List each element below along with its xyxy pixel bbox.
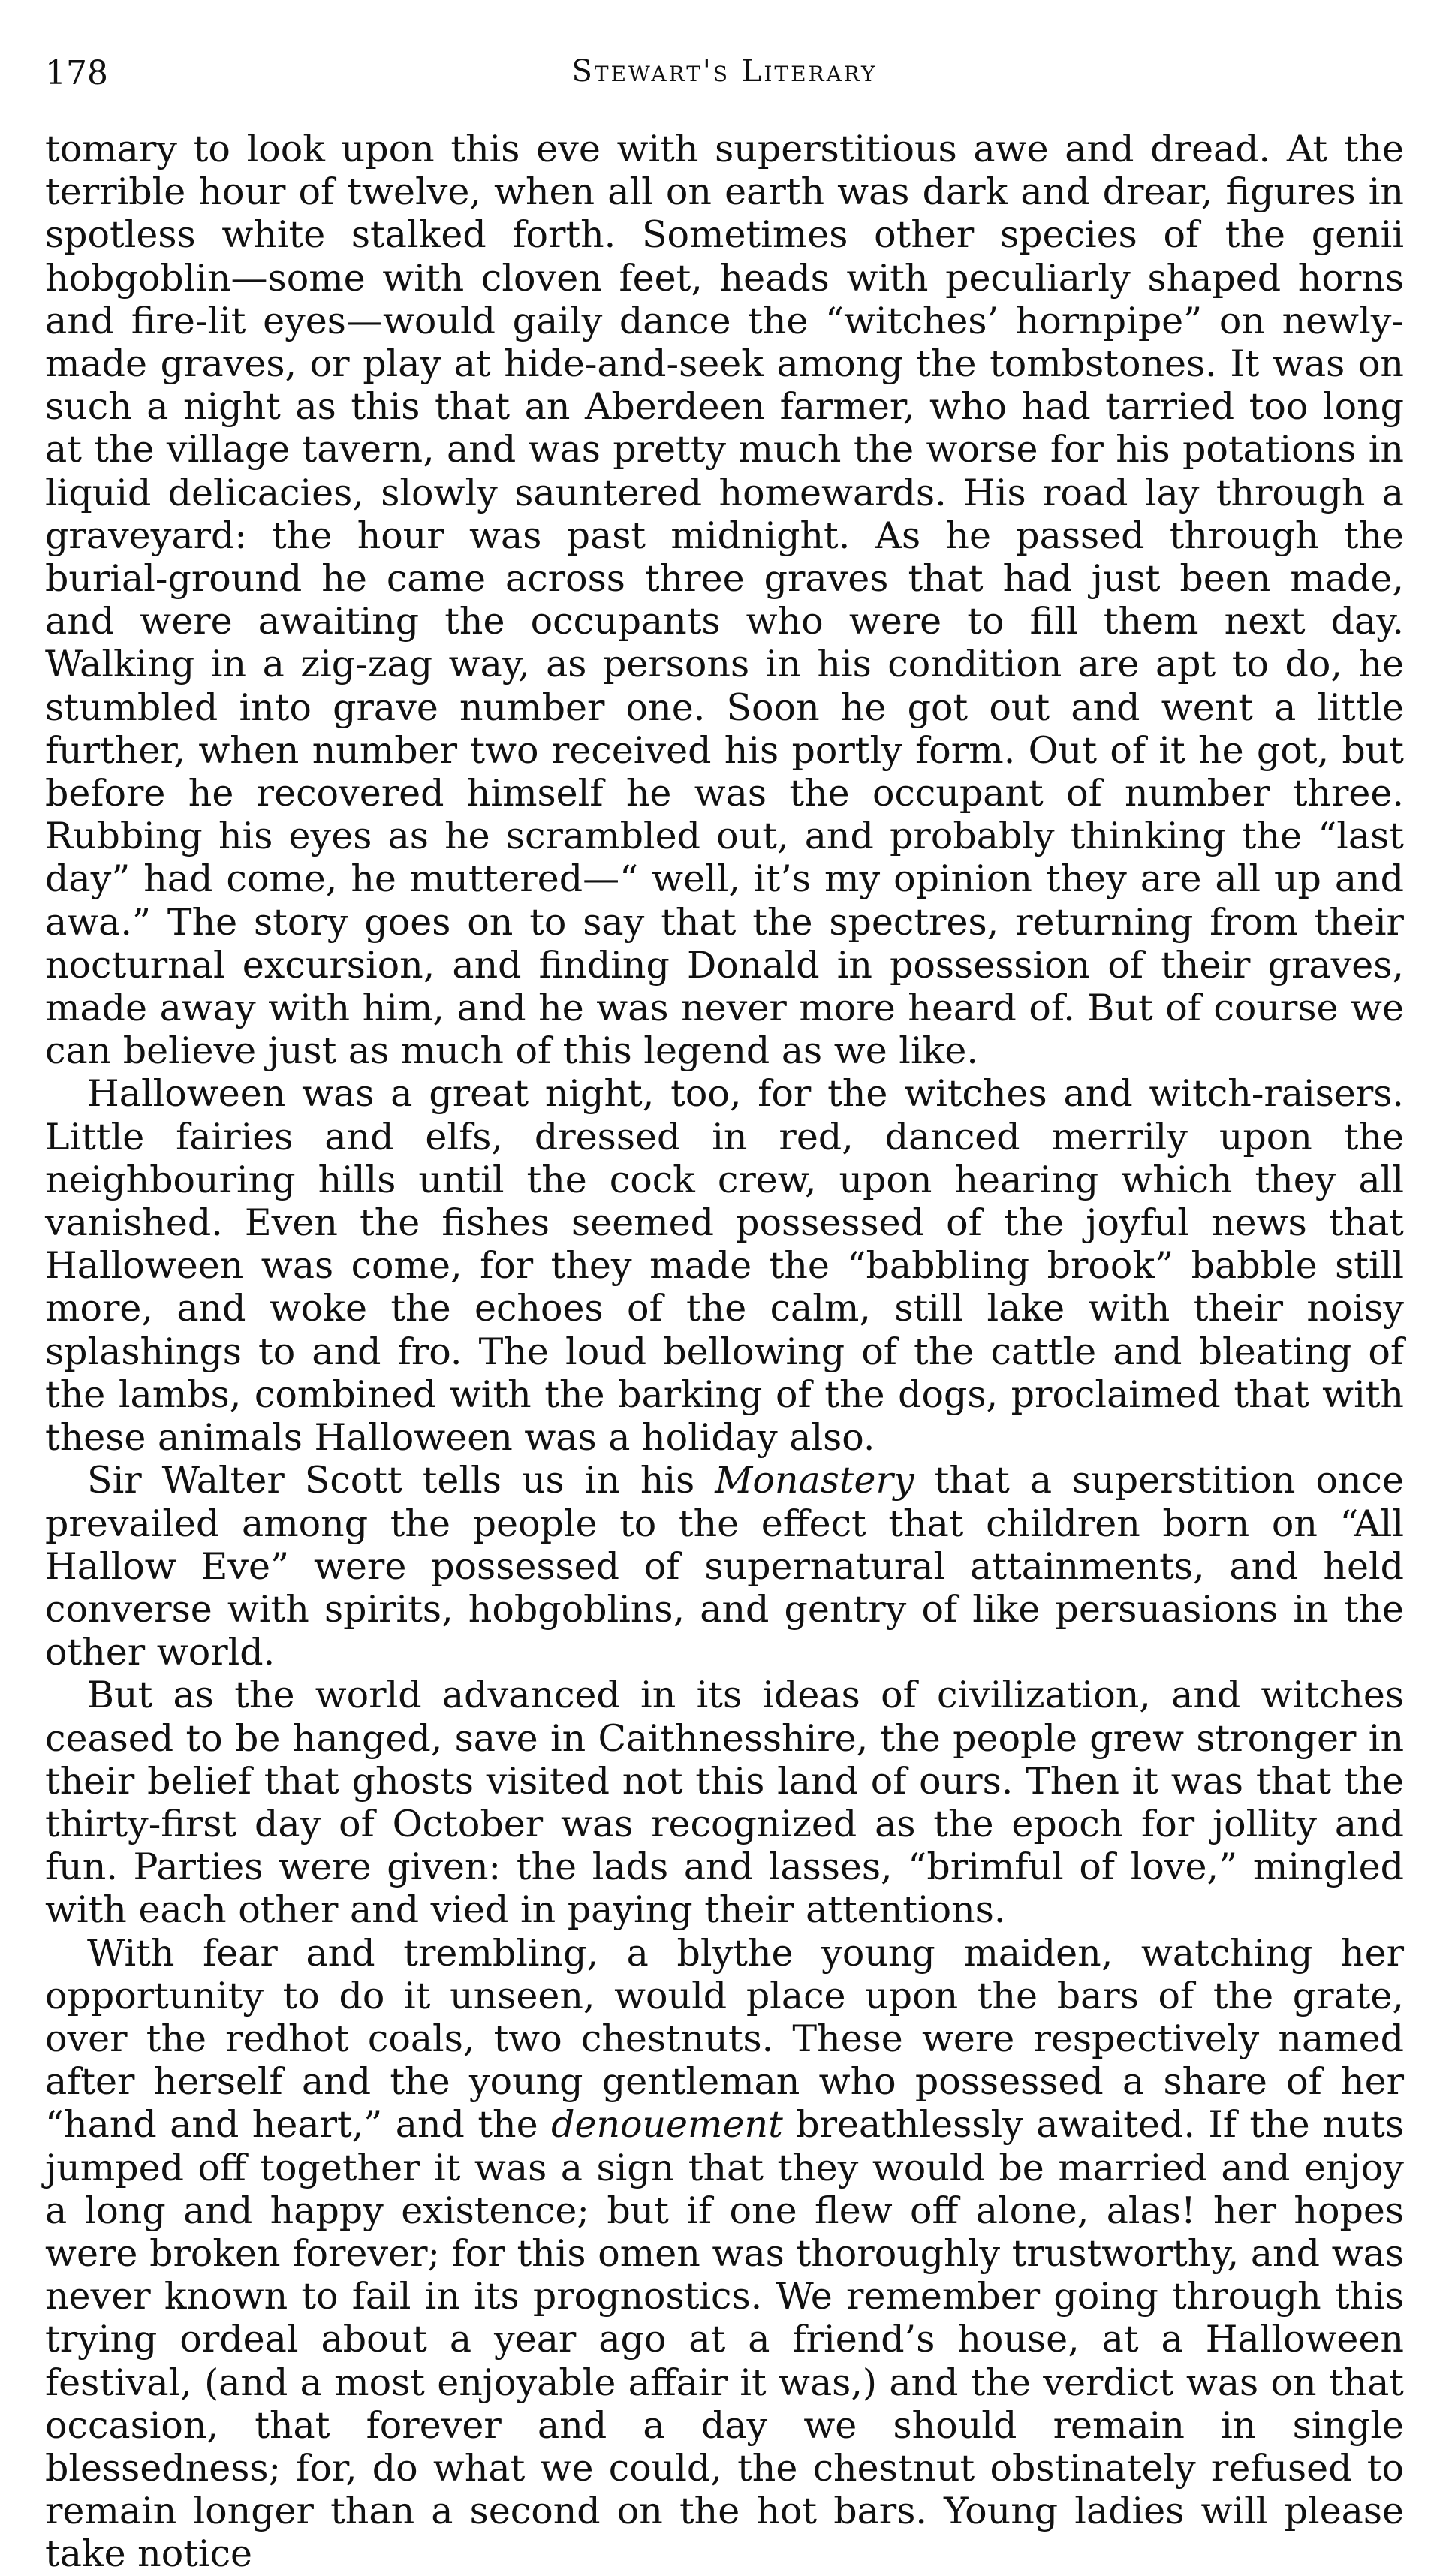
body-text [45,128,1404,2576]
text-run: But as the world advanced in its ideas of civilization, and witches ceased to be hanged, save in Caithnesshire, the people grew stronger in their belief that ghosts visited not this land of ours. Then it was that the thirty-first day of October was recognized as the epoch for jollity and fun. Parties were given: the lads and lasses, “brimful of love,” mingled with each other and vied in paying their attentions. [45,1674,1404,1932]
page-number: 178 [45,54,108,92]
text-run: tomary to look upon this eve with superstitious awe and dread. At the terrible hour of twelve, when all on earth was dark and drear, figures in spotless white stalked forth. Sometimes other species of the genii hobgoblin—some with cloven feet, heads with peculiarly shaped horns and fire-lit eyes—would gaily dance the “witches’ hornpipe” on newly-made graves, or play at hide-and-seek among the tombstones. It was on such a night as this that an Aberdeen farmer, who had tarried too long at the village tavern, and was pretty much the worse for his potations in liquid delicacies, slowly sauntered homewards. His road lay through a graveyard: the hour was past midnight. As he passed through the burial-ground he came across three graves that had just been made, and were awaiting the occupants who were to fill them next day. Walking in a zig-zag way, as persons in his condition are apt to do, he stumbled into grave number one. Soon he got out and went a little further, when number two received his portly form. Out of it he got, but before he recovered himself he was the occupant of number three. Rubbing his eyes as he scrambled out, and probably thinking the “last day” had come, he muttered—“ well, it’s my opinion they are all up and awa.” The story goes on to say that the spectres, returning from their nocturnal excursion, and finding Donald in possession of their graves, made away with him, and he was never more heard of. But of course we can believe just as much of this legend as we like. [45,128,1404,1073]
paragraph [45,1459,1404,1674]
paragraph [45,128,1404,1072]
italic-title: denouement [551,2103,783,2147]
paragraph [45,1072,1404,1459]
text-run: that a superstition once prevailed among the people to the effect that children born on “All Hallow Eve” were possessed of supernatural attainments, and held converse with spirits, hobgoblins, and gentry of like persuasions in the other world. [45,1459,1404,1674]
text-run: Sir Walter Scott tells us in his [87,1459,715,1502]
paragraph [45,1932,1404,2576]
italic-title: Monastery [715,1459,914,1502]
running-title: Stewart's Literary [571,54,878,89]
text-run: breathlessly awaited. If the nuts jumped off together it was a sign that they would be married and enjoy a long and happy existence; but if one flew off alone, alas! her hopes were broken forever; for this omen was thoroughly trustworthy, and was never known to fail in its prognostics. We remember going through this trying ordeal about a year ago at a friend’s house, at a Halloween festival, (and a most enjoyable affair it was,) and the verdict was on that occasion, that forever and a day we should remain in single blessedness; for, do what we could, the chestnut obstinately refused to remain longer than a second on the hot bars. Young ladies will please take notice [45,2103,1404,2576]
paragraph [45,1674,1404,1931]
running-head [45,45,1404,98]
text-run: Halloween was a great night, too, for the witches and witch-raisers. Little fairies and elfs, dressed in red, danced merrily upon the neighbouring hills until the cock crew, upon hearing which they all vanished. Even the fishes seemed possessed of the joyful news that Halloween was come, for they made the “babbling brook” babble still more, and woke the echoes of the calm, still lake with their noisy splashings to and fro. The loud bellowing of the cattle and bleating of the lambs, combined with the barking of the dogs, proclaimed that with these animals Halloween was a holiday also. [45,1072,1404,1460]
book-page [45,45,1404,2576]
text-run: With fear and trembling, a blythe young maiden, watching her opportunity to do it unseen, would place upon the bars of the grate, over the redhot coals, two chestnuts. These were respectively named after herself and the young gentleman who possessed a share of her “hand and heart,” and the [45,1931,1404,2147]
